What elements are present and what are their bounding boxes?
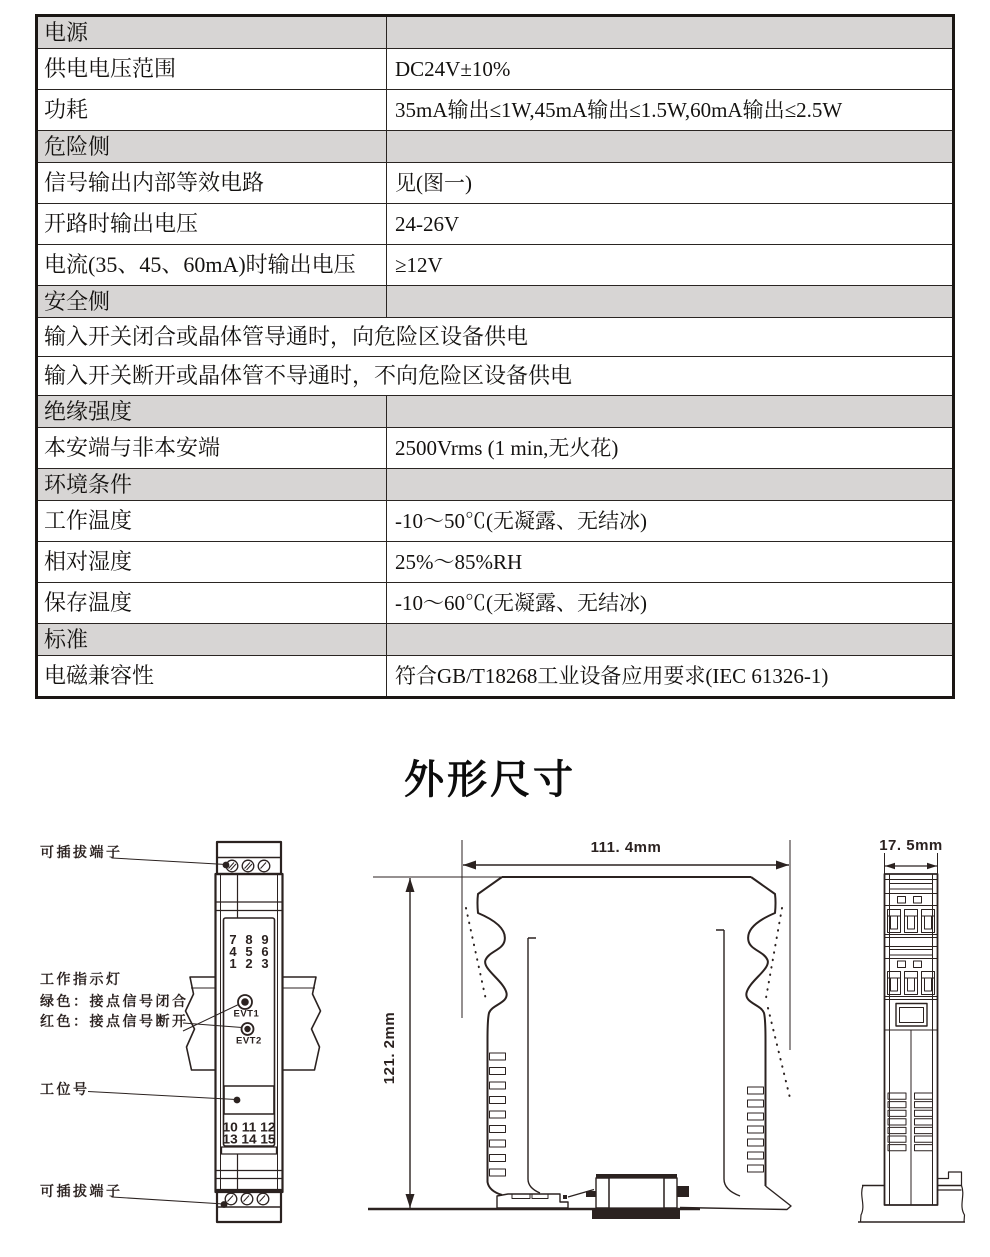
pin-label: 1 xyxy=(229,956,237,971)
indicator-red-label: 红色：接点信号断开 xyxy=(40,1013,189,1029)
led-evt1-label: EVT1 xyxy=(233,1008,260,1020)
section-label: 绝缘强度 xyxy=(37,396,387,428)
terminal-slots-a xyxy=(888,910,935,933)
table-row xyxy=(37,204,954,245)
depth-dim-label: 17. 5mm xyxy=(879,837,943,854)
table-row xyxy=(37,286,954,318)
module-narrow-view xyxy=(858,837,965,1222)
depth-dimension xyxy=(879,837,943,874)
table-row xyxy=(37,357,954,396)
narrow-body xyxy=(885,874,938,1205)
led-evt2 xyxy=(236,1023,262,1047)
row-label: 本安端与非本安端 xyxy=(37,428,387,469)
row-label: 相对湿度 xyxy=(37,542,387,583)
width-dimension xyxy=(462,839,790,1050)
section-label: 标准 xyxy=(37,624,387,656)
plug-terminal-top-label: 可插拔端子 xyxy=(40,844,123,860)
module-front-view xyxy=(40,842,321,1222)
din-clamp xyxy=(586,1174,689,1219)
screw-icon xyxy=(226,860,270,872)
din-rail xyxy=(186,977,321,1070)
callouts xyxy=(40,844,242,1208)
indicator-label: 工作指示灯 xyxy=(40,971,123,987)
arrowhead-up-icon xyxy=(406,878,415,892)
row-label: 输入开关断开或晶体管不导通时，不向危险区设备供电 xyxy=(37,357,954,396)
outline-dimensions-title: 外形尺寸 xyxy=(404,758,576,802)
pin-row: 10 11 12 xyxy=(222,1120,276,1135)
indicator-green-label: 绿色：接点信号闭合 xyxy=(40,993,189,1009)
table-row xyxy=(37,501,954,542)
row-value: -10～60℃(无凝露、无结冰) xyxy=(387,583,954,624)
pin-label: 4 xyxy=(229,944,237,959)
leader-dot xyxy=(234,1097,241,1104)
pin-numbers-top xyxy=(229,932,268,971)
pin-label: 8 xyxy=(245,932,253,947)
pin-label: 6 xyxy=(261,944,269,959)
arrowhead-left-icon xyxy=(885,863,895,869)
base-right xyxy=(680,1186,791,1210)
table-row xyxy=(37,49,954,90)
table-row xyxy=(37,90,954,131)
table-row xyxy=(37,131,954,163)
break-line-dots xyxy=(766,908,782,998)
led-evt1 xyxy=(234,995,260,1020)
row-value: 符合GB/T18268工业设备应用要求(IEC 61326-1) xyxy=(387,656,954,698)
table-row xyxy=(37,542,954,583)
outline-drawings xyxy=(0,820,990,1257)
plug-terminal-bottom-label: 可插拔端子 xyxy=(40,1183,123,1199)
bottom-slot xyxy=(222,1147,277,1154)
row-value: DC24V±10% xyxy=(387,49,954,90)
row-label: 开路时输出电压 xyxy=(37,204,387,245)
table-row xyxy=(37,624,954,656)
pin-label: 5 xyxy=(245,944,253,959)
table-row xyxy=(37,428,954,469)
section-label: 安全侧 xyxy=(37,286,387,318)
vent-slots-right xyxy=(748,1087,764,1172)
height-dimension xyxy=(381,878,415,1208)
pin-label: 9 xyxy=(261,932,269,947)
row-value: -10～50℃(无凝露、无结冰) xyxy=(387,501,954,542)
terminal-slots-b xyxy=(888,972,935,995)
table-row xyxy=(37,163,954,204)
table-row xyxy=(37,469,954,501)
spec-table xyxy=(35,14,955,699)
row-label: 信号输出内部等效电路 xyxy=(37,163,387,204)
vent-slots-left xyxy=(490,1053,506,1176)
row-label: 输入开关闭合或晶体管导通时，向危险区设备供电 xyxy=(37,318,954,357)
pin-row: 13 14 15 xyxy=(222,1132,276,1147)
pin-label: 3 xyxy=(261,956,269,971)
row-label: 电磁兼容性 xyxy=(37,656,387,698)
row-label: 工作温度 xyxy=(37,501,387,542)
row-value: ≥12V xyxy=(387,245,954,286)
arrowhead-right-icon xyxy=(927,863,937,869)
row-label: 电流(35、45、60mA)时输出电压 xyxy=(37,245,387,286)
row-label: 保存温度 xyxy=(37,583,387,624)
table-row xyxy=(37,656,954,698)
module-side-view xyxy=(368,839,791,1219)
height-dim-label: 121. 2mm xyxy=(381,1011,398,1085)
table-row xyxy=(37,583,954,624)
row-value: 2500Vrms (1 min,无火花) xyxy=(387,428,954,469)
row-label: 功耗 xyxy=(37,90,387,131)
row-value: 35mA输出≤1W,45mA输出≤1.5W,60mA输出≤2.5W xyxy=(387,90,954,131)
leader-dot xyxy=(223,862,230,869)
row-value: 24-26V xyxy=(387,204,954,245)
arrowhead-right-icon xyxy=(776,861,789,870)
terminal-block-top xyxy=(217,842,281,874)
row-value: 25%～85%RH xyxy=(387,542,954,583)
vent-grid xyxy=(888,1093,933,1151)
pin-label: 7 xyxy=(229,932,237,947)
tag-number-window xyxy=(224,1086,274,1114)
table-row xyxy=(37,396,954,428)
pin-numbers-bottom xyxy=(223,1121,276,1147)
table-row xyxy=(37,16,954,49)
section-label: 环境条件 xyxy=(37,469,387,501)
tag-number-label: 工位号 xyxy=(40,1081,90,1097)
housing-profile xyxy=(373,877,790,1196)
section-label: 电源 xyxy=(37,16,387,49)
break-line-dots xyxy=(768,1008,790,1098)
table-row xyxy=(37,245,954,286)
leader-dot xyxy=(221,1201,228,1208)
break-line-dots xyxy=(466,908,486,1000)
row-value: 见(图一) xyxy=(387,163,954,204)
pin-label: 2 xyxy=(245,956,253,971)
table-row xyxy=(37,318,954,357)
arrowhead-down-icon xyxy=(406,1194,415,1208)
led-evt2-label: EVT2 xyxy=(236,1035,262,1047)
width-dim-label: 111. 4mm xyxy=(590,839,662,856)
section-label: 危险侧 xyxy=(37,131,387,163)
row-label: 供电电压范围 xyxy=(37,49,387,90)
arrowhead-left-icon xyxy=(463,861,476,870)
base-foot xyxy=(497,1190,594,1209)
screw-icon xyxy=(225,1193,269,1205)
